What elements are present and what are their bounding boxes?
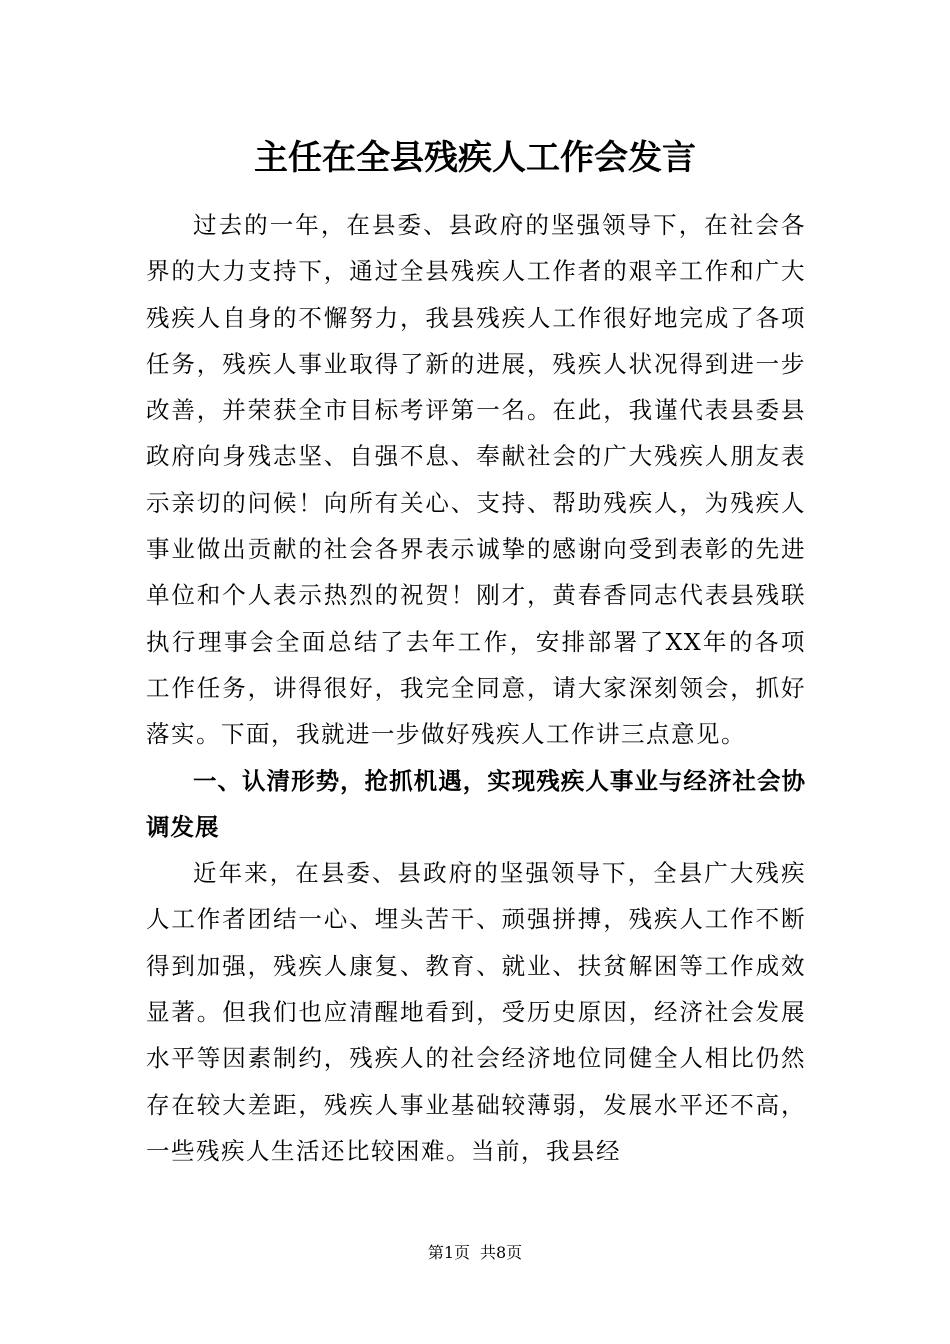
paragraph-section-1: 近年来，在县委、县政府的坚强领导下，全县广大残疾人工作者团结一心、埋头苦干、顽强拼搏，残疾人工作不断得到加强，残疾人康复、教育、就业、扶贫解困等工作成效显著。但我们也应清醒地看到，受历史原因，经济社会发展水平等因素制约，残疾人的社会经济地位同健全人相比仍然存在较大差距，残疾人事业基础较薄弱，发展水平还不高，一些残疾人生活还比较困难。当前，我县经 <box>146 859 806 1165</box>
page-footer <box>0 1242 950 1264</box>
document-body <box>146 202 806 1174</box>
page-total: 共8页 <box>480 1243 523 1262</box>
section-heading-1: 一、认清形势，抢抓机遇，实现残疾人事业与经济社会协调发展 <box>146 766 806 841</box>
page-number: 第1页 <box>427 1243 470 1262</box>
paragraph-intro: 过去的一年，在县委、县政府的坚强领导下，在社会各界的大力支持下，通过全县残疾人工作者的艰辛工作和广大残疾人自身的不懈努力，我县残疾人工作很好地完成了各项任务，残疾人事业取得了新的进展，残疾人状况得到进一步改善，并荣获全市目标考评第一名。在此，我谨代表县委县政府向身残志坚、自强不息、奉献社会的广大残疾人朋友表示亲切的问候！向所有关心、支持、帮助残疾人，为残疾人事业做出贡献的社会各界表示诚挚的感谢向受到表彰的先进单位和个人表示热烈的祝贺！刚才，黄春香同志代表县残联执行理事会全面总结了去年工作，安排部署了XX年的各项工作任务，讲得很好，我完全同意，请大家深刻领会，抓好落实。下面，我就进一步做好残疾人工作讲三点意见。 <box>146 211 806 749</box>
document-title: 主任在全县残疾人工作会发言 <box>254 138 696 178</box>
